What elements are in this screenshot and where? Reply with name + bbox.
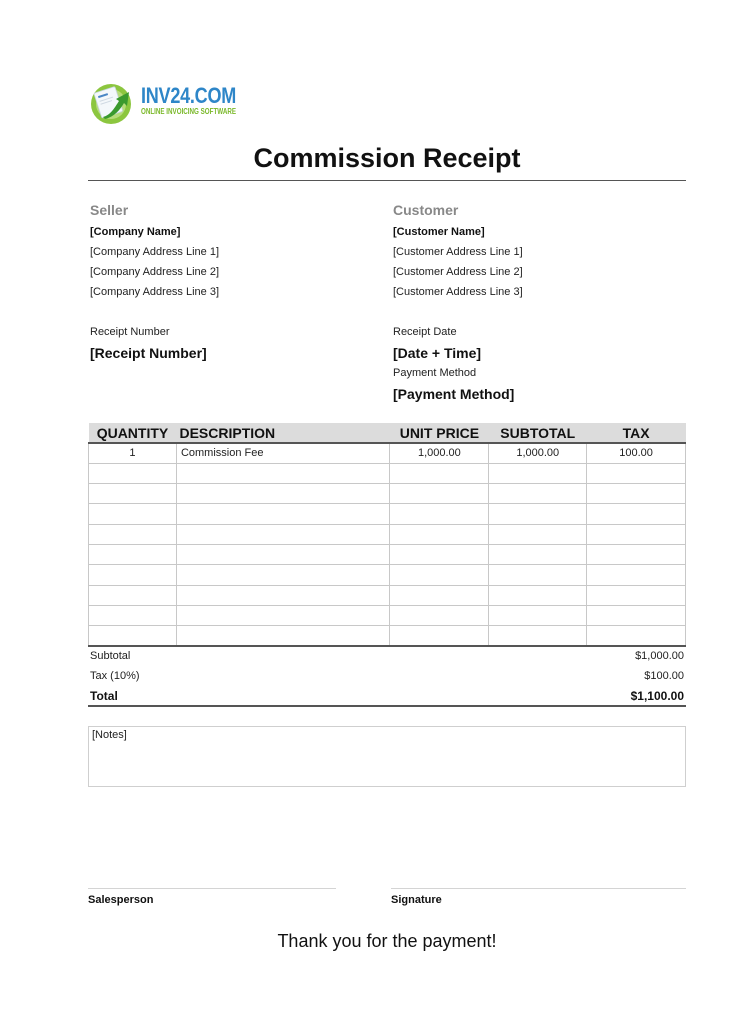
receipt-date-value: [Date + Time]: [393, 345, 482, 361]
company-logo: [89, 79, 239, 127]
cell-tax: [587, 544, 686, 564]
cell-quantity: [89, 463, 177, 483]
thank-you-message: Thank you for the payment!: [277, 931, 497, 951]
customer-address-line-2: [Customer Address Line 2]: [393, 266, 523, 278]
tax-label: Tax (10%): [90, 670, 140, 682]
cell-unit-price: [390, 524, 489, 544]
cell-description: [176, 565, 390, 585]
cell-unit-price: [390, 626, 489, 646]
cell-tax: [587, 524, 686, 544]
signature-label: Signature: [391, 894, 442, 906]
logo-tagline: ONLINE INVOICING SOFTWARE: [141, 107, 236, 116]
cell-subtotal: [489, 544, 587, 564]
table-row: [89, 443, 686, 463]
seller-address-line-3: [Company Address Line 3]: [90, 286, 220, 298]
cell-description: [176, 605, 390, 625]
cell-subtotal: [489, 605, 587, 625]
customer-name: [Customer Name]: [393, 226, 485, 238]
cell-description: [176, 524, 390, 544]
payment-method-block: [393, 366, 683, 404]
cell-unit-price: [390, 544, 489, 564]
subtotal-row: [88, 646, 686, 666]
customer-heading: Customer: [393, 202, 459, 218]
column-header-unit-price: UNIT PRICE: [390, 423, 489, 443]
salesperson-signature-block: [88, 888, 336, 906]
notes-box: [Notes]: [88, 726, 686, 787]
seller-address-line-1: [Company Address Line 1]: [90, 246, 220, 258]
table-row: [89, 484, 686, 504]
line-items-table: [88, 423, 686, 647]
cell-tax: [587, 585, 686, 605]
receipt-number-block: [90, 325, 380, 363]
cell-description: [176, 544, 390, 564]
cell-description: [176, 626, 390, 646]
title-divider: [88, 180, 686, 181]
total-row: [88, 686, 686, 707]
cell-subtotal: [489, 463, 587, 483]
column-header-tax: TAX: [587, 423, 686, 443]
cell-subtotal: 1,000.00: [489, 443, 587, 463]
payment-method-value: [Payment Method]: [393, 386, 515, 402]
cell-description: [176, 585, 390, 605]
table-row: [89, 544, 686, 564]
tax-row: [88, 666, 686, 686]
cell-quantity: [89, 565, 177, 585]
cell-quantity: [89, 524, 177, 544]
cell-unit-price: [390, 463, 489, 483]
subtotal-label: Subtotal: [90, 650, 131, 662]
cell-description: [176, 484, 390, 504]
salesperson-label: Salesperson: [88, 894, 154, 906]
customer-block: [393, 202, 683, 302]
cell-quantity: [89, 626, 177, 646]
total-value: $1,100.00: [630, 689, 684, 703]
cell-tax: [587, 504, 686, 524]
cell-quantity: [89, 484, 177, 504]
subtotal-value: $1,000.00: [635, 650, 684, 662]
cell-quantity: [89, 544, 177, 564]
cell-quantity: [89, 504, 177, 524]
cell-unit-price: [390, 565, 489, 585]
signature-line: [391, 888, 686, 889]
table-row: [89, 524, 686, 544]
cell-unit-price: [390, 605, 489, 625]
cell-subtotal: [489, 484, 587, 504]
cell-tax: 100.00: [587, 443, 686, 463]
customer-address-line-1: [Customer Address Line 1]: [393, 246, 523, 258]
seller-address-line-2: [Company Address Line 2]: [90, 266, 220, 278]
totals-block: [88, 646, 686, 707]
invoice-growth-logo-icon: [89, 79, 137, 127]
column-header-description: DESCRIPTION: [176, 423, 390, 443]
seller-block: [90, 202, 380, 302]
cell-tax: [587, 626, 686, 646]
cell-quantity: [89, 585, 177, 605]
cell-quantity: 1: [89, 443, 177, 463]
cell-description: Commission Fee: [176, 443, 390, 463]
column-header-quantity: QUANTITY: [89, 423, 177, 443]
cell-subtotal: [489, 524, 587, 544]
cell-subtotal: [489, 565, 587, 585]
cell-unit-price: [390, 484, 489, 504]
table-header-row: [89, 423, 686, 443]
receipt-number-value: [Receipt Number]: [90, 345, 207, 361]
page-title: Commission Receipt: [253, 143, 521, 173]
table-row: [89, 463, 686, 483]
cell-unit-price: 1,000.00: [390, 443, 489, 463]
cell-quantity: [89, 605, 177, 625]
receipt-date-block: [393, 325, 683, 363]
cell-tax: [587, 605, 686, 625]
cell-description: [176, 463, 390, 483]
signature-block: [391, 888, 686, 906]
cell-tax: [587, 565, 686, 585]
customer-address-line-3: [Customer Address Line 3]: [393, 286, 523, 298]
table-row: [89, 585, 686, 605]
receipt-date-label: Receipt Date: [393, 326, 457, 338]
salesperson-signature-line: [88, 888, 336, 889]
cell-tax: [587, 484, 686, 504]
cell-description: [176, 504, 390, 524]
seller-heading: Seller: [90, 202, 129, 218]
cell-subtotal: [489, 504, 587, 524]
cell-unit-price: [390, 585, 489, 605]
table-row: [89, 504, 686, 524]
table-row: [89, 626, 686, 646]
cell-subtotal: [489, 626, 587, 646]
cell-tax: [587, 463, 686, 483]
column-header-subtotal: SUBTOTAL: [489, 423, 587, 443]
logo-wordmark: INV24.COM: [141, 83, 237, 108]
seller-company-name: [Company Name]: [90, 226, 181, 238]
payment-method-label: Payment Method: [393, 367, 477, 379]
tax-value: $100.00: [644, 670, 684, 682]
total-label: Total: [90, 689, 118, 703]
cell-unit-price: [390, 504, 489, 524]
receipt-number-label: Receipt Number: [90, 326, 170, 338]
table-row: [89, 605, 686, 625]
cell-subtotal: [489, 585, 587, 605]
table-row: [89, 565, 686, 585]
